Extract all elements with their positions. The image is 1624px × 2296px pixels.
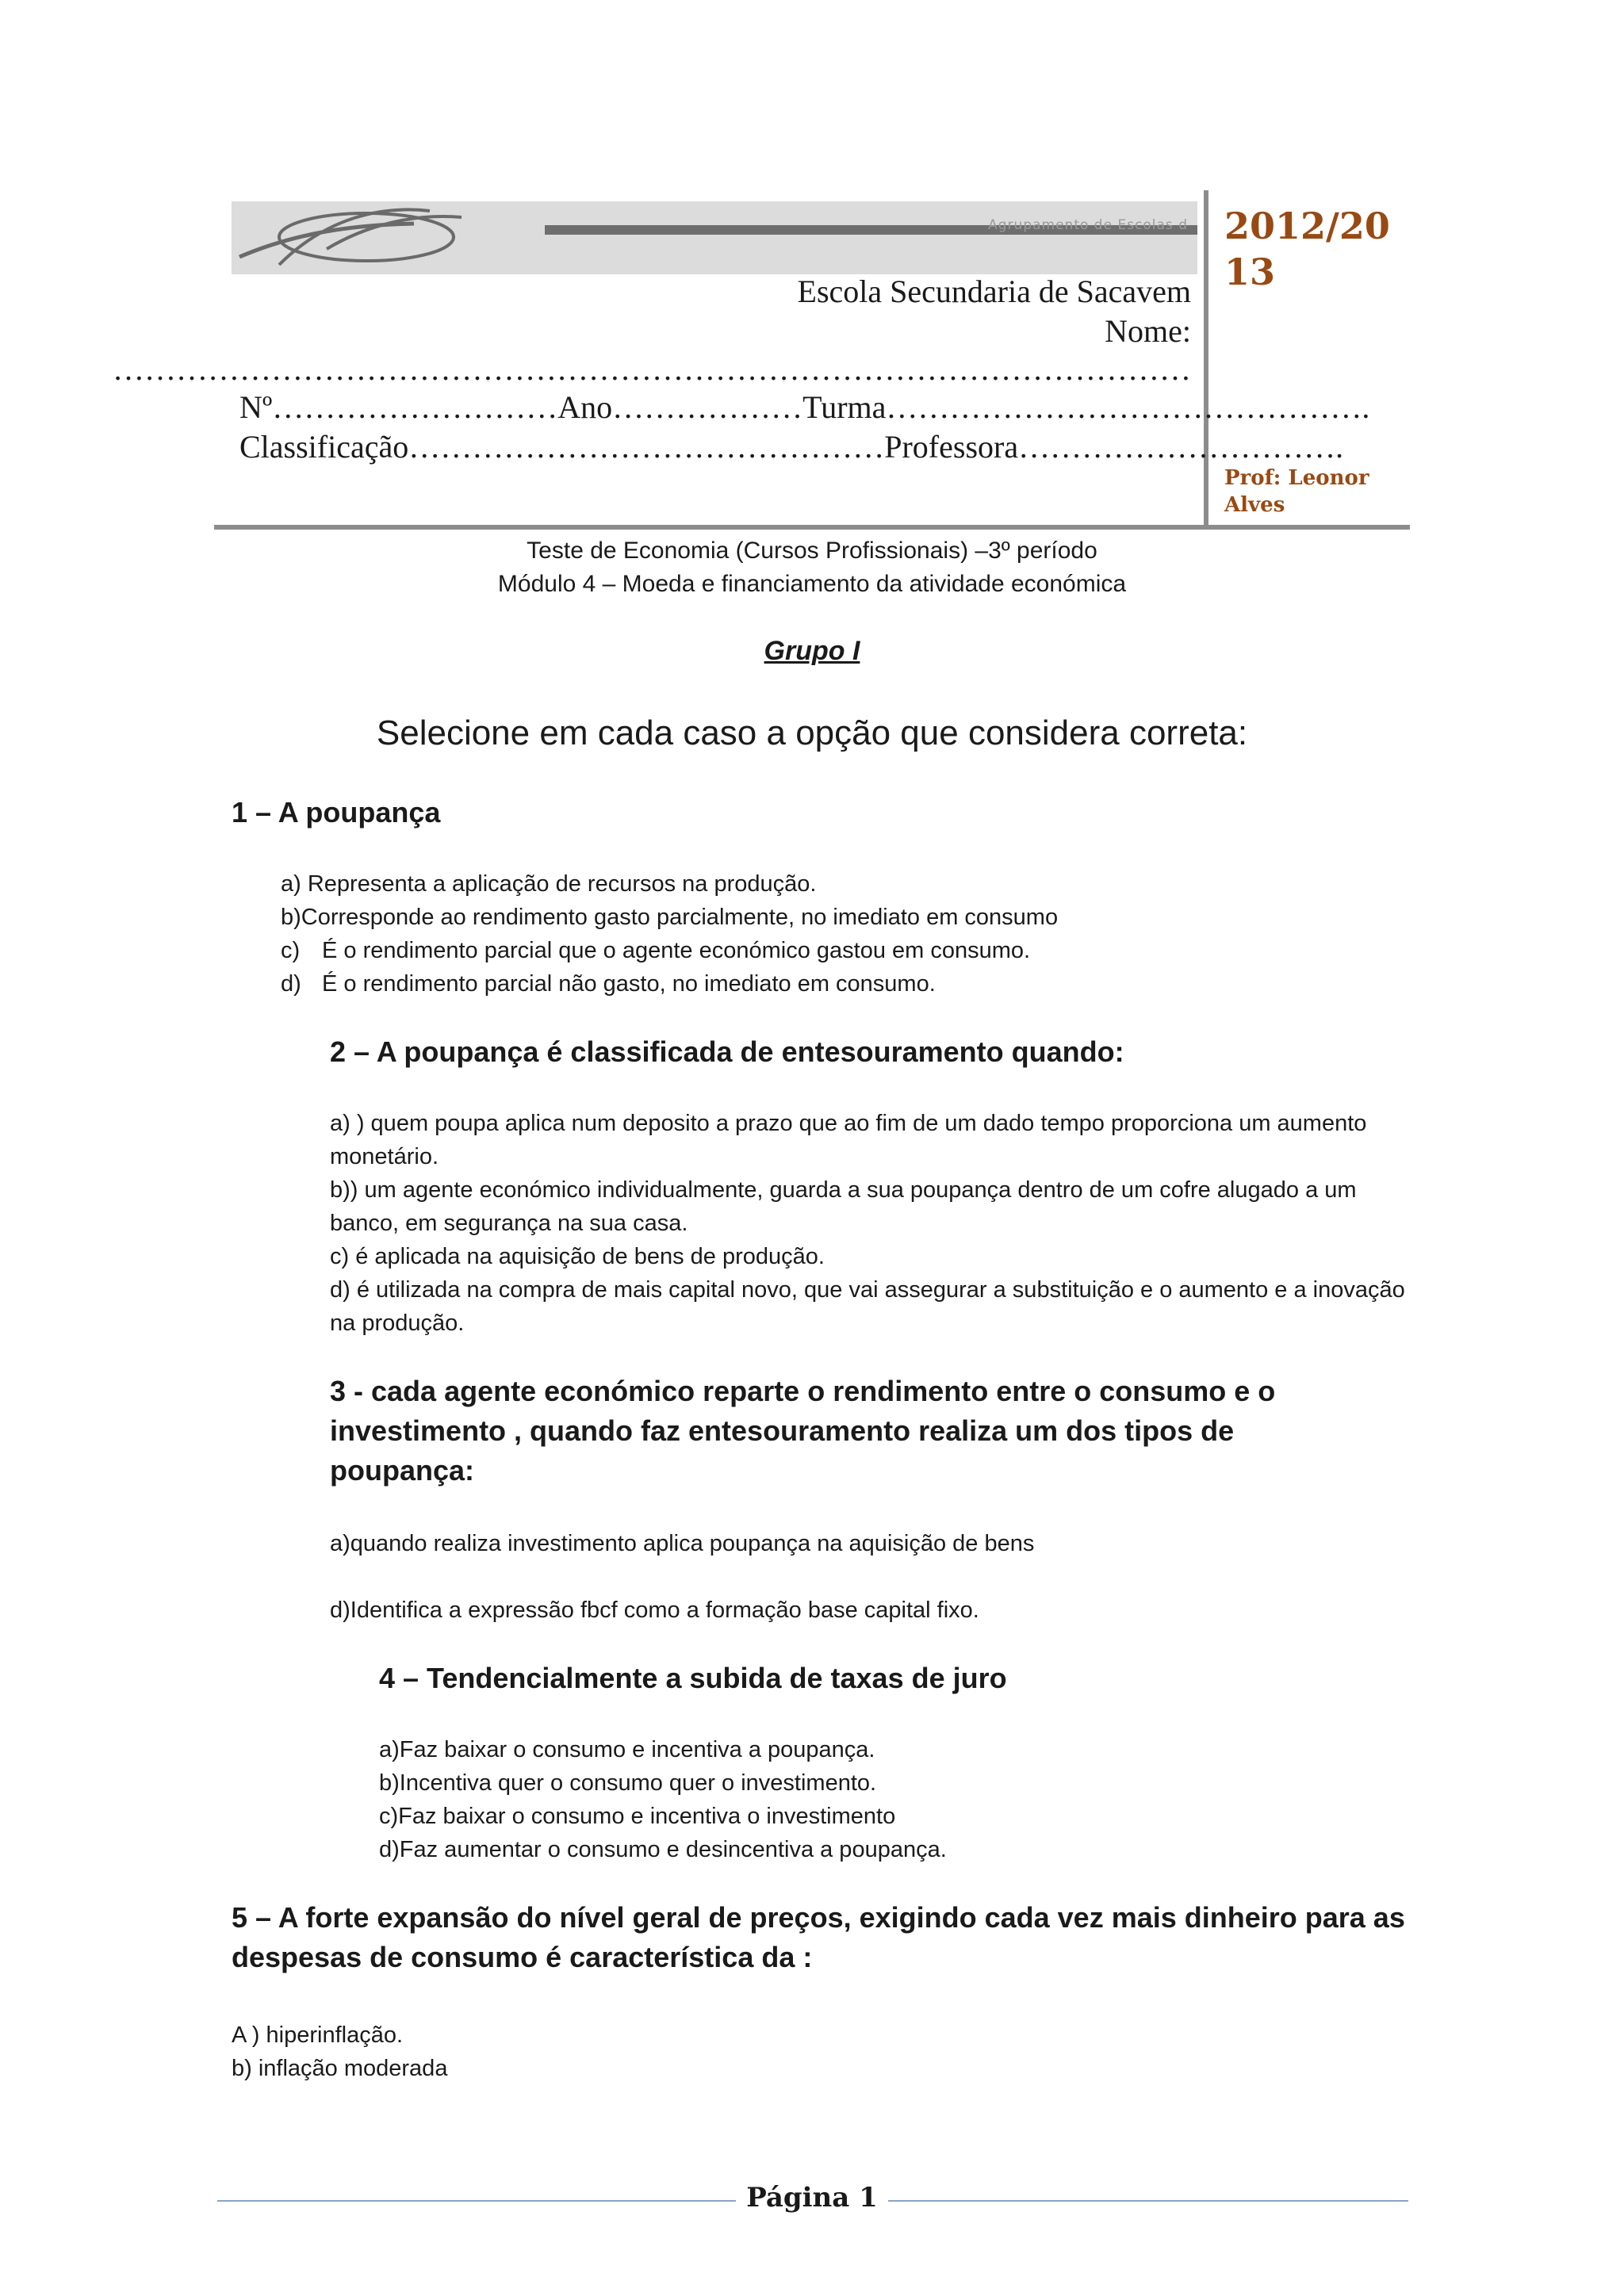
q1-option-b: b)Corresponde ao rendimento gasto parcialmente, no imediato em consumo <box>281 905 1059 930</box>
group-heading: Grupo I <box>764 636 860 666</box>
q4-option-c: c)Faz baixar o consumo e incentiva o investimento <box>379 1804 896 1829</box>
logo-caption: Agrupamento de Escolas d <box>988 217 1188 233</box>
q2-option-b: b)) um agente económico individualmente, guarda a sua poupança dentro de um cofre alugado a um banco, em segurança na sua casa. <box>330 1177 1357 1236</box>
name-field-dots: ………………………………………………………………………………………… <box>113 351 1191 387</box>
q2-option-a: a) ) quem poupa aplica num deposito a prazo que ao fim de um dado tempo proporciona um aumento monetário. <box>330 1111 1367 1169</box>
q4-option-b: b)Incentiva quer o consumo quer o investimento. <box>379 1770 877 1796</box>
question-5-title: 5 – A forte expansão do nível geral de preços, exigindo cada vez mais dinheiro para as despesas de consumo é característica da : <box>232 1901 1405 1973</box>
school-year: 2012/2013 <box>1224 205 1390 293</box>
q2-option-c: c) é aplicada na aquisição de bens de produção. <box>330 1244 825 1269</box>
q4-option-a: a)Faz baixar o consumo e incentiva a poupança. <box>379 1737 875 1762</box>
question-1-title: 1 – A poupança <box>232 796 441 828</box>
q1-option-a: a) Representa a aplicação de recursos na produção. <box>281 871 817 897</box>
q1-option-d-text: É o rendimento parcial não gasto, no imediato em consumo. <box>322 971 936 997</box>
teacher-name: Prof: Leonor Alves <box>1224 466 1369 517</box>
header-vertical-divider <box>1204 190 1208 526</box>
q5-option-b: b) inflação moderada <box>232 2056 448 2081</box>
name-label: Nome: <box>1105 313 1191 349</box>
q1-option-c-label: c) <box>281 938 301 963</box>
test-title: Teste de Economia (Cursos Profissionais) –3º período <box>527 538 1097 564</box>
classification-teacher-line: Classificação………………………………………Professora…………………………. <box>239 429 1344 465</box>
q4-option-d: d)Faz aumentar o consumo e desincentiva a poupança. <box>379 1837 947 1862</box>
question-2-title: 2 – A poupança é classificada de entesouramento quando: <box>330 1035 1124 1068</box>
school-logo-swoosh-icon <box>232 201 1197 274</box>
header-horizontal-divider <box>214 525 1410 530</box>
q1-option-c <box>281 934 1030 967</box>
q1-option-d <box>281 967 936 1001</box>
school-logo-banner <box>232 201 1197 274</box>
question-4-title: 4 – Tendencialmente a subida de taxas de juro <box>379 1662 1007 1694</box>
school-name: Escola Secundaria de Sacavem <box>797 274 1191 309</box>
page-number: Página 1 <box>746 2182 878 2214</box>
number-year-class-line: Nº………………………Ano………………Turma………………………………………. <box>239 389 1370 425</box>
q3-option-a: a)quando realiza investimento aplica poupança na aquisição de bens <box>330 1531 1035 1556</box>
question-3-title: 3 - cada agente económico reparte o rendimento entre o consumo e o investimento , quando faz entesouramento realiza um dos tipos de poupança: <box>330 1375 1276 1487</box>
module-title: Módulo 4 – Moeda e financiamento da atividade económica <box>497 571 1127 597</box>
q1-option-d-label: d) <box>281 971 301 997</box>
q3-option-d: d)Identifica a expressão fbcf como a formação base capital fixo. <box>330 1598 979 1623</box>
q1-option-c-text: É o rendimento parcial que o agente económico gastou em consumo. <box>322 938 1031 963</box>
instruction: Selecione em cada caso a opção que considera correta: <box>376 714 1248 752</box>
q5-option-a: A ) hiperinflação. <box>232 2022 404 2048</box>
q2-option-d: d) é utilizada na compra de mais capital novo, que vai assegurar a substituição e o aumento e a inovação na produção. <box>330 1277 1405 1336</box>
